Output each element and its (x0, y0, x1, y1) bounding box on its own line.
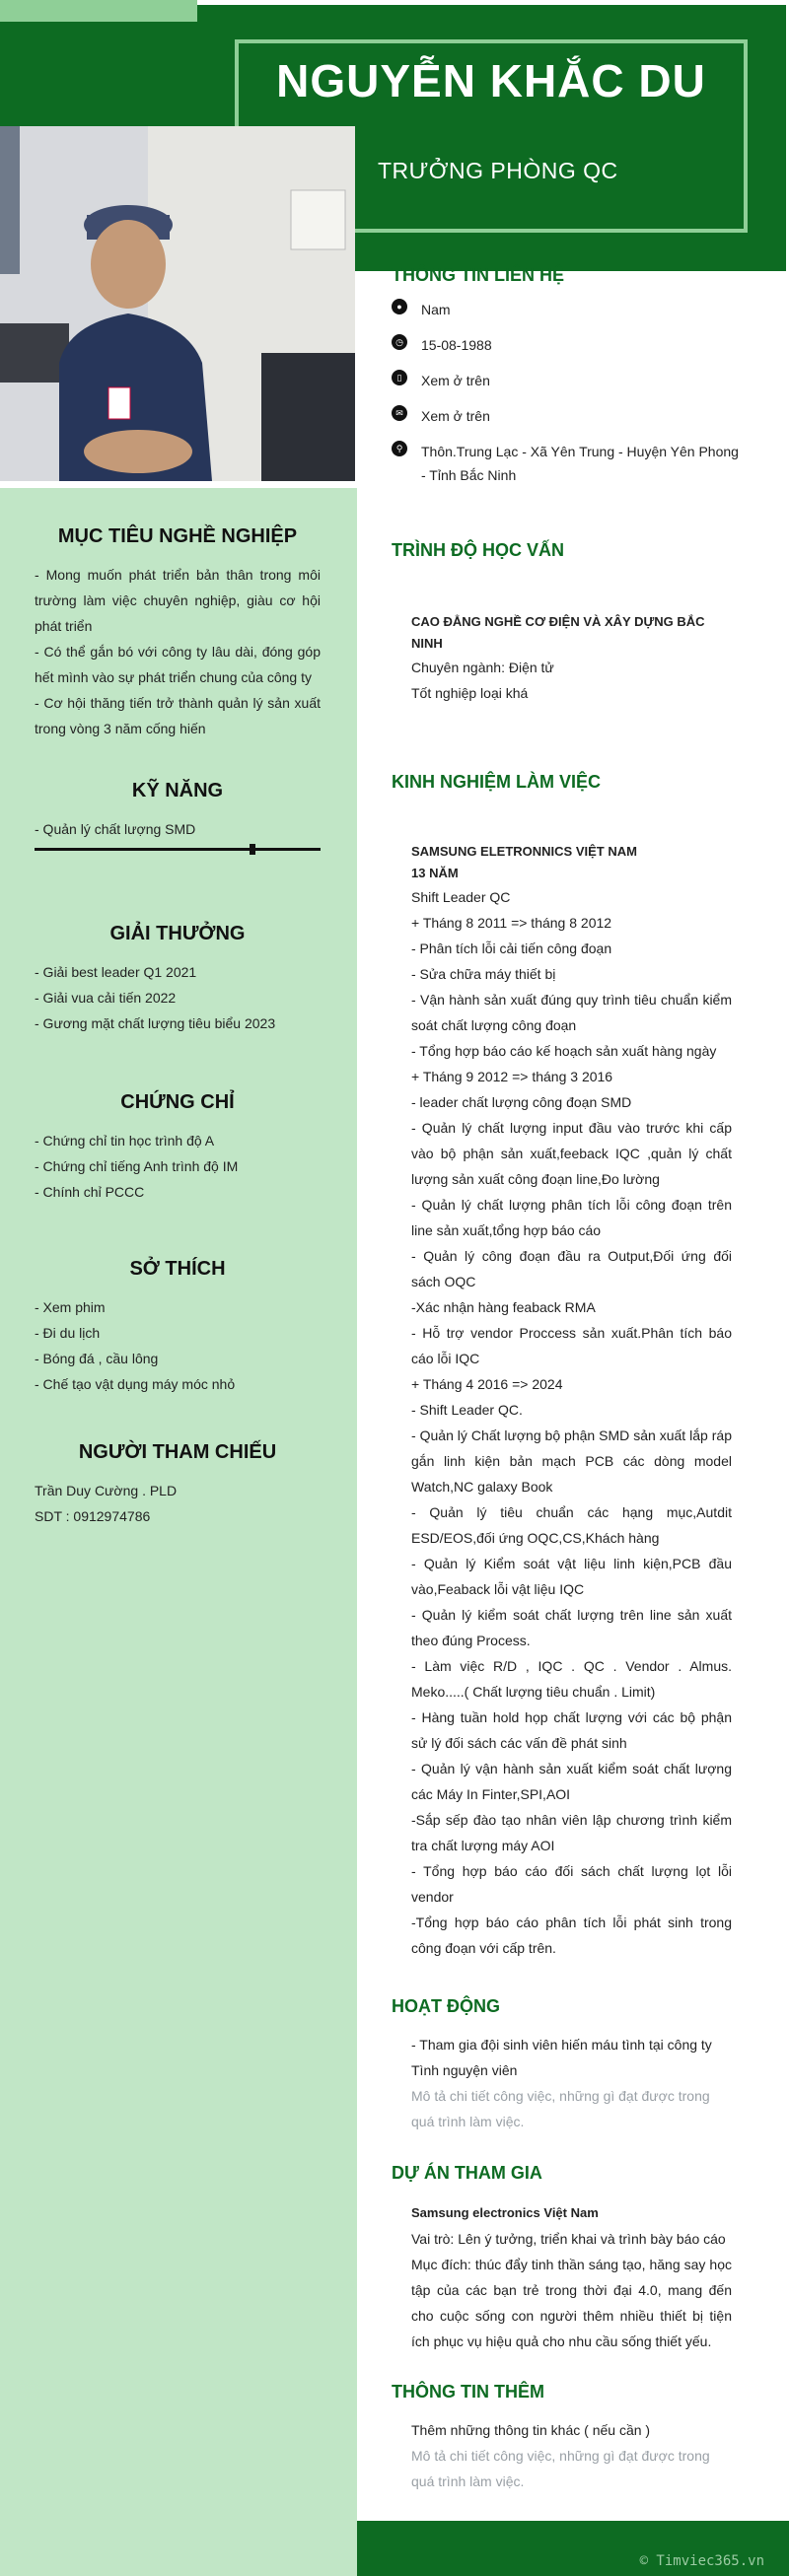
experience-line: -Sắp sếp đào tạo nhân viên lập chương trình kiểm tra chất lượng máy AOI (411, 1812, 732, 1853)
candidate-role: TRƯỞNG PHÒNG QC (378, 158, 618, 183)
reference-name: Trần Duy Cường . PLD (35, 1483, 178, 1498)
experience-title: KINH NGHIỆM LÀM VIỆC (392, 772, 602, 792)
objective-section (35, 525, 321, 741)
activity-role: Tình nguyện viên (411, 2062, 518, 2078)
header-accent-strip (0, 0, 197, 22)
contact-row-gender (392, 298, 747, 321)
experience-line: - Quản lý Chất lượng bộ phận SMD sản xuất lắp ráp gắn linh kiện bản mạch PCB các dòng model Watch,NC galaxy Book (411, 1427, 732, 1495)
header-top-gap (197, 0, 789, 5)
extra-block (411, 2417, 732, 2494)
candidate-name: NGUYỄN KHẮC DU (276, 55, 706, 106)
education-block (411, 611, 732, 706)
certificate-item: - Chứng chỉ tiếng Anh trình độ IM (35, 1158, 239, 1174)
contact-row-birthday (392, 333, 747, 357)
experience-lines (411, 910, 732, 1961)
person-icon: ● (392, 299, 407, 314)
activities-title: HOẠT ĐỘNG (392, 1996, 500, 2016)
project-name: Samsung electronics Việt Nam (411, 2205, 599, 2220)
experience-line: - Phân tích lỗi cải tiến công đoạn (411, 940, 612, 956)
skill-name: - Quản lý chất lượng SMD (35, 821, 196, 837)
phone-icon: ▯ (392, 370, 407, 385)
activity-line: - Tham gia đội sinh viên hiến máu tình tại công ty (411, 2037, 712, 2053)
experience-line: - Quản lý chất lượng phân tích lỗi công đoạn trên line sản xuất,tổng hợp báo cáo (411, 1197, 732, 1238)
experience-line: - Quản lý công đoạn đầu ra Output,Đối ứng đối sách OQC (411, 1248, 732, 1289)
watermark: © Timviec365.vn (639, 2553, 764, 2569)
contact-email: Xem ở trên (421, 408, 490, 424)
objective-title: MỤC TIÊU NGHỀ NGHIỆP (57, 525, 298, 547)
experience-line: - Quản lý kiểm soát chất lượng trên line sản xuất theo đúng Process. (411, 1607, 732, 1648)
experience-line: - Vận hành sản xuất đúng quy trình tiêu chuẩn kiểm soát chất lượng công đoạn (411, 992, 732, 1033)
contact-row-phone (392, 369, 747, 392)
awards-title: GIẢI THƯỞNG (109, 923, 246, 944)
references-section (35, 1441, 321, 1529)
contact-section (392, 265, 747, 499)
certificate-item: - Chính chỉ PCCC (35, 1184, 145, 1200)
contact-phone: Xem ở trên (421, 373, 490, 388)
extra-note: Mô tả chi tiết công việc, những gì đạt được trong quá trình làm việc. (411, 2448, 710, 2489)
clock-icon: ◷ (392, 334, 407, 350)
hobby-item: - Đi du lịch (35, 1325, 101, 1341)
references-title: NGƯỜI THAM CHIẾU (78, 1441, 277, 1463)
education-school: CAO ĐẲNG NGHỀ CƠ ĐIỆN VÀ XÂY DỰNG BẮC NINH (411, 614, 705, 651)
experience-block (411, 841, 732, 1961)
contact-address: Thôn.Trung Lạc - Xã Yên Trung - Huyện Yên Phong - Tỉnh Bắc Ninh (421, 444, 739, 483)
experience-line: - leader chất lượng công đoạn SMD (411, 1094, 632, 1110)
experience-position: Shift Leader QC (411, 889, 511, 905)
education-grade: Tốt nghiệp loại khá (411, 685, 529, 701)
certificates-title: CHỨNG CHỈ (120, 1091, 235, 1113)
experience-line: - Tổng hợp báo cáo kế hoạch sản xuất hàng ngày (411, 1043, 717, 1059)
project-goal: Mục đích: thúc đẩy tinh thần sáng tạo, hăng say học tập của các bạn trẻ trong thời đại 4.0, mang đến cho cuộc sống con người thêm nhiều thiết bị tiện ích phục vụ hiệu quả cho nhu cầu sống thiết yếu. (411, 2257, 732, 2349)
projects-block (411, 2200, 732, 2354)
experience-line: - Quản lý vận hành sản xuất kiểm soát chất lượng các Máy In Finter,SPI,AOI (411, 1761, 732, 1802)
award-item: - Giải vua cải tiến 2022 (35, 990, 177, 1006)
skills-section (35, 780, 321, 851)
extra-title: THÔNG TIN THÊM (392, 2382, 544, 2402)
skill-level-bar (35, 848, 321, 851)
experience-line: + Tháng 8 2011 => tháng 8 2012 (411, 915, 612, 931)
hobby-item: - Bóng đá , cầu lông (35, 1351, 159, 1366)
skill-level-marker (250, 844, 255, 855)
experience-line: - Quản lý Kiểm soát vật liệu linh kiện,PCB đầu vào,Feaback lỗi vật liệu IQC (411, 1556, 732, 1597)
activity-note: Mô tả chi tiết công việc, những gì đạt được trong quá trình làm việc. (411, 2088, 710, 2129)
reference-phone: SDT : 0912974786 (35, 1508, 151, 1524)
contact-birthday: 15-08-1988 (421, 337, 492, 353)
experience-line: + Tháng 4 2016 => 2024 (411, 1376, 563, 1392)
experience-line: -Tổng hợp báo cáo phân tích lỗi phát sinh trong công đoạn với cấp trên. (411, 1915, 732, 1956)
certificate-item: - Chứng chỉ tin học trình độ A (35, 1133, 215, 1149)
profile-photo (0, 126, 355, 481)
hobby-item: - Chế tạo vật dụng máy móc nhỏ (35, 1376, 236, 1392)
objective-line: - Có thể gắn bó với công ty lâu dài, đóng góp hết mình vào sự phát triển chung của công ty (35, 644, 321, 685)
education-major: Chuyên ngành: Điện tử (411, 660, 554, 675)
activities-block (411, 2032, 732, 2134)
contact-gender: Nam (421, 302, 451, 317)
project-role: Vai trò: Lên ý tưởng, triển khai và trình bày báo cáo (411, 2231, 726, 2247)
skills-title: KỸ NĂNG (131, 780, 224, 801)
experience-company: SAMSUNG ELETRONNICS VIỆT NAM (411, 844, 637, 859)
contact-row-email (392, 404, 747, 428)
experience-line: - Làm việc R/D , IQC . QC . Vendor . Almus. Meko.....( Chất lượng tiêu chuẩn . Limit) (411, 1658, 732, 1700)
hobbies-title: SỞ THÍCH (129, 1258, 226, 1280)
location-icon: ⚲ (392, 441, 407, 456)
experience-line: + Tháng 9 2012 => tháng 3 2016 (411, 1069, 613, 1084)
experience-line: - Hàng tuần hold họp chất lượng với các bộ phận sử lý đối sách các vấn đề phát sinh (411, 1709, 732, 1751)
extra-line: Thêm những thông tin khác ( nếu cần ) (411, 2422, 651, 2438)
experience-line: -Xác nhận hàng feaback RMA (411, 1299, 596, 1315)
experience-line: - Shift Leader QC. (411, 1402, 523, 1418)
awards-section (35, 923, 321, 1036)
objective-line: - Mong muốn phát triển bản thân trong môi trường làm việc chuyên nghiệp, giàu cơ hội phát triển (35, 567, 321, 634)
award-item: - Gương mặt chất lượng tiêu biểu 2023 (35, 1015, 276, 1031)
experience-line: - Quản lý chất lượng input đầu vào trước khi cấp vào bộ phận sản xuất,feeback IQC ,quản lý chất lượng sản xuất công đoạn line,Đo lường (411, 1120, 732, 1187)
projects-title: DỰ ÁN THAM GIA (392, 2163, 542, 2183)
hobby-item: - Xem phim (35, 1299, 106, 1315)
education-title: TRÌNH ĐỘ HỌC VẤN (392, 540, 564, 560)
experience-line: - Tổng hợp báo cáo đối sách chất lượng lọt lỗi vendor (411, 1863, 732, 1905)
experience-line: - Hỗ trợ vendor Proccess sản xuất.Phân tích báo cáo lỗi IQC (411, 1325, 732, 1366)
email-icon: ✉ (392, 405, 407, 421)
experience-duration: 13 NĂM (411, 866, 459, 880)
award-item: - Giải best leader Q1 2021 (35, 964, 197, 980)
experience-line: - Quản lý tiêu chuẩn các hạng mục,Autdit ESD/EOS,đối ứng OQC,CS,Khách hàng (411, 1504, 732, 1546)
experience-line: - Sửa chữa máy thiết bị (411, 966, 556, 982)
contact-row-address (392, 440, 747, 487)
hobbies-section (35, 1258, 321, 1397)
certificates-section (35, 1091, 321, 1205)
objective-line: - Cơ hội thăng tiến trở thành quản lý sản xuất trong vòng 3 năm cống hiến (35, 695, 321, 736)
contact-title: THÔNG TIN LIÊN HỆ (392, 265, 564, 285)
